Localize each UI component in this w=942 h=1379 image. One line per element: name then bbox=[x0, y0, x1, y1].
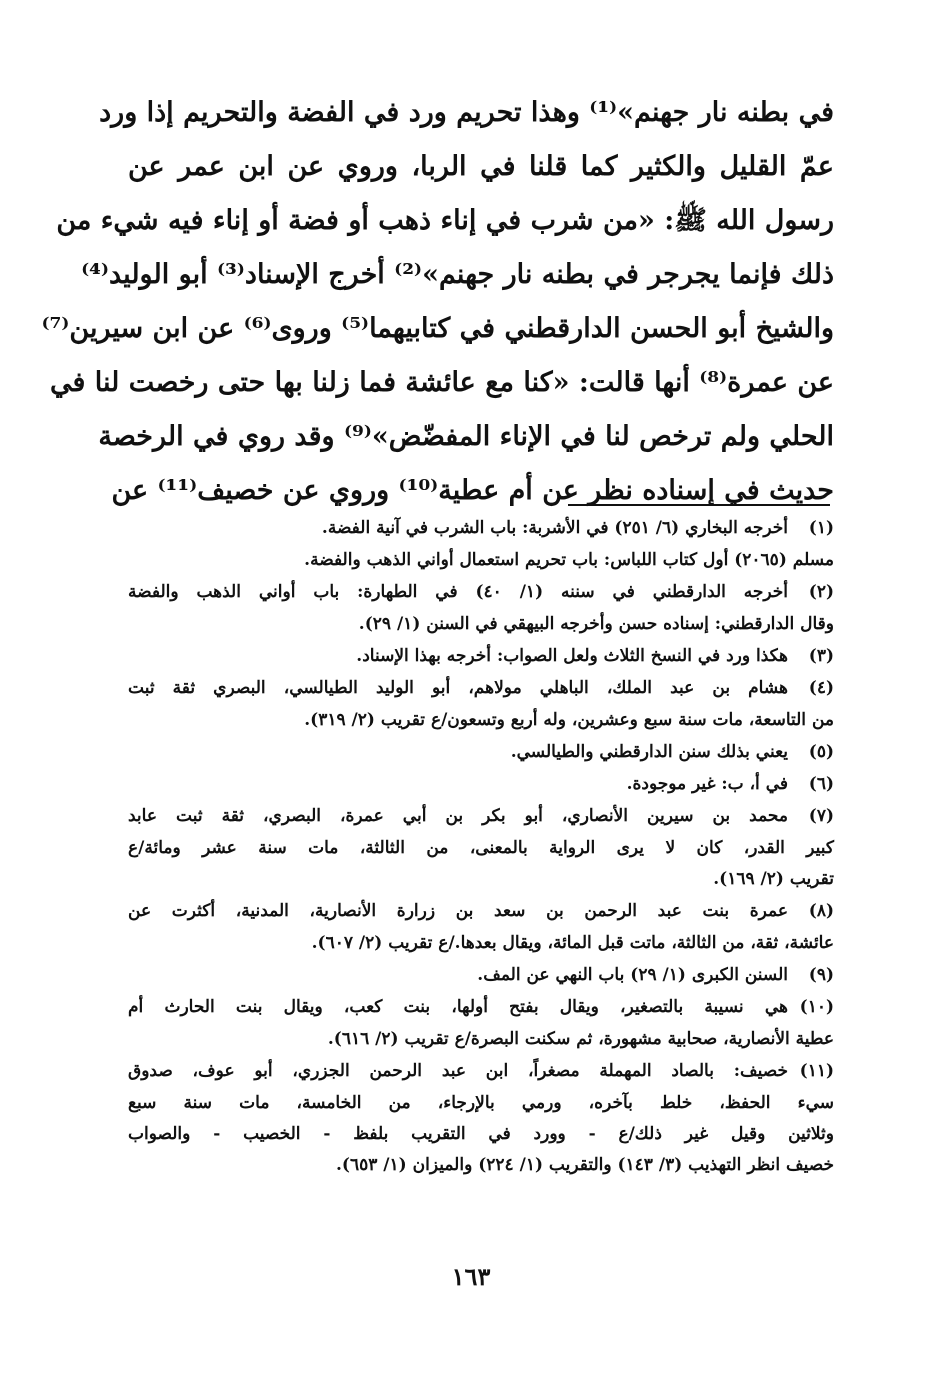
footnote-7 bbox=[128, 801, 834, 832]
footnote-number: (١١) bbox=[799, 1061, 834, 1081]
footnote-3 bbox=[128, 641, 834, 672]
footnote-line: هكذا ورد في النسخ الثلاث ولعل الصواب: أخرجه بهذا الإسناد. bbox=[356, 646, 788, 666]
main-text-line: ذلك فإنما يجرجر في بطنه نار جهنم»⁽²⁾ أخرج الإسناد⁽³⁾ أبو الوليد⁽⁴⁾ bbox=[81, 259, 834, 290]
main-text-line: حديث في إسناده نظر عن أم عطية⁽¹⁰⁾ وروي عن خصيف⁽¹¹⁾ عن bbox=[111, 475, 834, 506]
footnote-1-continued bbox=[128, 545, 834, 576]
footnote-number: (٩) bbox=[808, 965, 834, 985]
footnote-number: (٨) bbox=[808, 901, 834, 921]
footnote-line: هي نسيبة بالتصغير، ويقال بفتح أولها، بنت كعب، ويقال بنت الحارث أم bbox=[128, 997, 788, 1017]
footnote-number: (١٠) bbox=[799, 997, 834, 1017]
footnote-line: عطية الأنصارية، صحابية مشهورة، ثم سكنت البصرة/ع تقريب (٢/ ٦١٦). bbox=[327, 1029, 834, 1049]
footnote-5 bbox=[128, 737, 834, 768]
page-number: ١٦٣ bbox=[451, 1262, 491, 1291]
footnote-separator bbox=[568, 504, 830, 506]
footnote-number: (٥) bbox=[808, 742, 834, 762]
footnote-line: تقريب (٢/ ١٦٩). bbox=[713, 869, 834, 889]
footnote-6 bbox=[128, 769, 834, 800]
footnote-2 bbox=[128, 577, 834, 608]
footnote-10 bbox=[128, 992, 834, 1023]
footnote-number: (٧) bbox=[808, 806, 834, 826]
footnote-7-continued bbox=[128, 833, 834, 895]
footnote-number: (٢) bbox=[808, 582, 834, 602]
footnote-8 bbox=[128, 896, 834, 927]
footnote-number: (٦) bbox=[808, 774, 834, 794]
footnote-line: أخرجه البخاري (٦/ ٢٥١) في الأشربة: باب الشرب في آنية الفضة. bbox=[321, 518, 788, 538]
footnote-line: خصيف انظر التهذيب (٣/ ١٤٣) والتقريب (١/ ٢٢٤) والميزان (١/ ٦٥٣). bbox=[336, 1155, 834, 1175]
footnote-9 bbox=[128, 960, 834, 991]
footnote-10-continued bbox=[128, 1024, 834, 1055]
main-text-line: رسول الله ﷺ: «من شرب في إناء ذهب أو فضة أو إناء فيه شيء من bbox=[56, 205, 834, 236]
footnote-line: مسلم (٢٠٦٥) أول كتاب اللباس: باب تحريم استعمال أواني الذهب والفضة. bbox=[304, 550, 834, 570]
footnote-line: سيء الحفظ، خلط بآخره، ورمي بالإرجاء، من الخامسة، مات سنة سبع bbox=[128, 1093, 834, 1113]
footnote-line: هشام بن عبد الملك، الباهلي مولاهم، أبو الوليد الطيالسي، البصري ثقة ثبت bbox=[128, 678, 788, 698]
footnote-line: السنن الكبرى (١/ ٢٩) باب النهي عن المف. bbox=[477, 965, 788, 985]
footnote-1 bbox=[128, 513, 834, 544]
footnote-line: في أ، ب: غير موجودة. bbox=[626, 774, 788, 794]
footnote-4 bbox=[128, 673, 834, 704]
main-text-line: الحلي ولم ترخص لنا في الإناء المفضّض»⁽⁹⁾ وقد روي في الرخصة bbox=[98, 421, 834, 452]
main-text-line: عمّ القليل والكثير كما قلنا في الربا، وروي عن ابن عمر عن bbox=[128, 151, 834, 182]
footnote-line: وثلاثين وقيل غير ذلك/ع - وورد في التقريب بلفظ - الخصيب - والصواب bbox=[128, 1124, 834, 1144]
footnote-number: (١) bbox=[808, 518, 834, 538]
main-text-line: عن عمرة⁽⁸⁾ أنها قالت: «كنا مع عائشة فما زلنا بها حتى رخصت لنا في bbox=[50, 367, 834, 398]
footnote-line: خصيف: بالصاد المهملة مصغراً، ابن عبد الرحمن الجزري، أبو عوف، صدوق bbox=[128, 1061, 788, 1081]
footnote-number: (٤) bbox=[808, 678, 834, 698]
footnotes bbox=[128, 513, 834, 1182]
footnote-11 bbox=[128, 1056, 834, 1087]
footnote-11-continued bbox=[128, 1088, 834, 1181]
footnote-line: من التاسعة، مات سنة سبع وعشرين، وله أربع وتسعون/ع تقريب (٢/ ٣١٩). bbox=[304, 710, 834, 730]
footnote-line: عائشة، ثقة، من الثالثة، ماتت قبل المائة، ويقال بعدها./ع تقريب (٢/ ٦٠٧). bbox=[311, 933, 834, 953]
main-text-line: والشيخ أبو الحسن الدارقطني في كتابيهما⁽⁵⁾ وروى⁽⁶⁾ عن ابن سيرين⁽⁷⁾ bbox=[41, 313, 834, 344]
main-text bbox=[41, 86, 834, 518]
footnote-line: أخرجه الدارقطني في سننه (١/ ٤٠) في الطهارة: باب أواني الذهب والفضة bbox=[128, 582, 788, 602]
footnote-line: وقال الدارقطني: إسناده حسن وأخرجه البيهقي في السنن (١/ ٢٩). bbox=[358, 614, 834, 634]
footnote-line: يعني بذلك سنن الدارقطني والطيالسي. bbox=[510, 742, 788, 762]
footnote-line: كبير القدر، كان لا يرى الرواية بالمعنى، من الثالثة، مات سنة عشر ومائة/ع bbox=[128, 838, 834, 858]
footnote-line: محمد بن سيرين الأنصاري، أبو بكر بن أبي عمرة، البصري، ثقة ثبت عابد bbox=[128, 806, 788, 826]
footnote-2-continued bbox=[128, 609, 834, 640]
main-text-line: في بطنه نار جهنم»⁽¹⁾ وهذا تحريم ورد في الفضة والتحريم إذا ورد bbox=[99, 97, 834, 128]
footnote-8-continued bbox=[128, 928, 834, 959]
footnote-line: عمرة بنت عبد الرحمن بن سعد بن زرارة الأنصارية، المدنية، أكثرت عن bbox=[128, 901, 788, 921]
footnote-4-continued bbox=[128, 705, 834, 736]
footnote-number: (٣) bbox=[808, 646, 834, 666]
